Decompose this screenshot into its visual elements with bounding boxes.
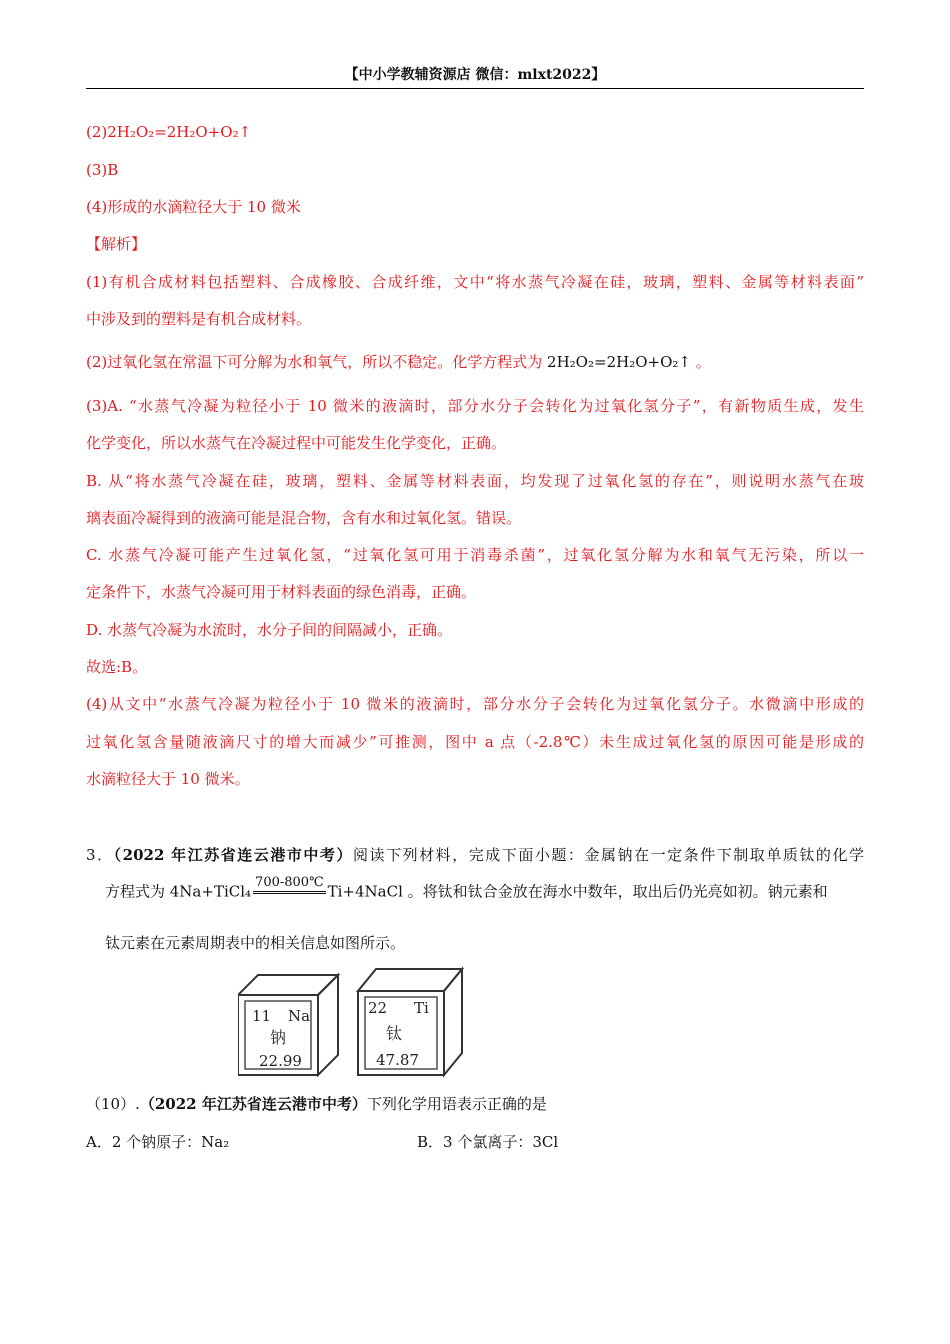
analysis-4-line-1: (4)从文中“水蒸气冷凝为粒径小于 10 微米的液滴时，部分水分子会转化为过氧化氢分子。水微滴中形成的 [86,695,864,713]
ti-mass: 47.87 [376,1051,419,1069]
answer-2: (2)2H₂O₂=2H₂O+O₂↑ [86,123,252,141]
analysis-c-line-2: 定条件下，水蒸气冷凝可用于材料表面的绿色消毒，正确。 [86,583,477,601]
na-number: 11 [252,1007,272,1025]
page-header: 【中小学教辅资源店 微信：mlxt2022】 [344,67,606,83]
subquestion-10-source: （2022 年江苏省连云港市中考） [139,1095,367,1113]
equation-suffix: Ti+4NaCl 。将钛和钛合金放在海水中数年，取出后仍光亮如初。钠元素和 [327,882,828,901]
analysis-3-line-1: (3)A. “水蒸气冷凝为粒径小于 10 微米的液滴时，部分水分子会转化为过氧化氢分子”，有新物质生成，发生 [86,397,864,415]
analysis-c-line-1: C. 水蒸气冷凝可能产生过氧化氢，“过氧化氢可用于消毒杀菌”，过氧化氢分解为水和氧气无污染，所以一 [86,546,864,564]
analysis-choose: 故选:B。 [86,658,148,676]
equation-prefix: 方程式为 4Na+TiCl₄ [105,882,252,901]
option-b: B．3 个氯离子：3Cl [417,1133,559,1151]
analysis-1-line-2: 中涉及到的塑料是有机合成材料。 [86,310,312,328]
option-a: A．2 个钠原子：Na₂ [86,1133,230,1151]
question-3-line-3: 钛元素在元素周期表中的相关信息如图所示。 [105,934,406,952]
subquestion-10-text: 下列化学用语表示正确的是 [366,1095,547,1113]
analysis-3-line-2: 化学变化，所以水蒸气在冷凝过程中可能发生化学变化，正确。 [86,434,507,452]
analysis-d: D. 水蒸气冷凝为水流时，水分子间的间隔减小，正确。 [86,621,453,639]
analysis-label: 【解析】 [86,235,147,253]
ti-symbol: Ti [414,999,429,1017]
analysis-2-end: 。 [695,353,711,371]
ti-number: 22 [368,999,388,1017]
analysis-2-text: (2)过氧化氢在常温下可分解为水和氧气，所以不稳定。化学方程式为 [86,353,543,371]
equation-condition [253,875,326,902]
question-3-number: 3． [86,846,114,864]
subquestion-10-number: （10）. [86,1095,140,1113]
ti-name: 钛 [386,1024,403,1043]
analysis-1-line-1: (1)有机合成材料包括塑料、合成橡胶、合成纤维，文中“将水蒸气冷凝在硅，玻璃，塑料、金属等材料表面” [86,273,864,291]
na-name: 钠 [270,1028,287,1047]
question-3-source: （2022 年江苏省连云港市中考） [113,846,354,864]
na-mass: 22.99 [259,1052,302,1070]
question-3-line-1 [86,845,864,865]
header-rule [86,88,864,89]
answer-3: (3)B [86,161,119,179]
analysis-4-line-2: 过氧化氢含量随液滴尺寸的增大而减少”可推测，图中 a 点（-2.8℃）未生成过氧化氢的原因可能是形成的 [86,733,864,751]
question-3-equation-line [105,875,828,906]
na-symbol: Na [288,1007,311,1025]
analysis-b-line-1: B. 从“将水蒸气冷凝在硅，玻璃，塑料、金属等材料表面，均发现了过氧化氢的存在”，则说明水蒸气在玻 [86,472,864,490]
analysis-2-equation: 2H₂O₂=2H₂O+O₂↑ [547,353,691,371]
periodic-table-figure [238,965,468,1077]
analysis-2 [86,352,711,372]
analysis-b-line-2: 璃表面冷凝得到的液滴可能是混合物，含有水和过氧化氢。错误。 [86,509,522,527]
analysis-4-line-3: 水滴粒径大于 10 微米。 [86,770,250,788]
answer-4: (4)形成的水滴粒径大于 10 微米 [86,198,301,216]
subquestion-10 [86,1094,547,1114]
equation-condition-text: 700-800℃ [253,875,326,894]
question-3-intro: 阅读下列材料，完成下面小题：金属钠在一定条件下制取单质钛的化学 [353,846,864,864]
